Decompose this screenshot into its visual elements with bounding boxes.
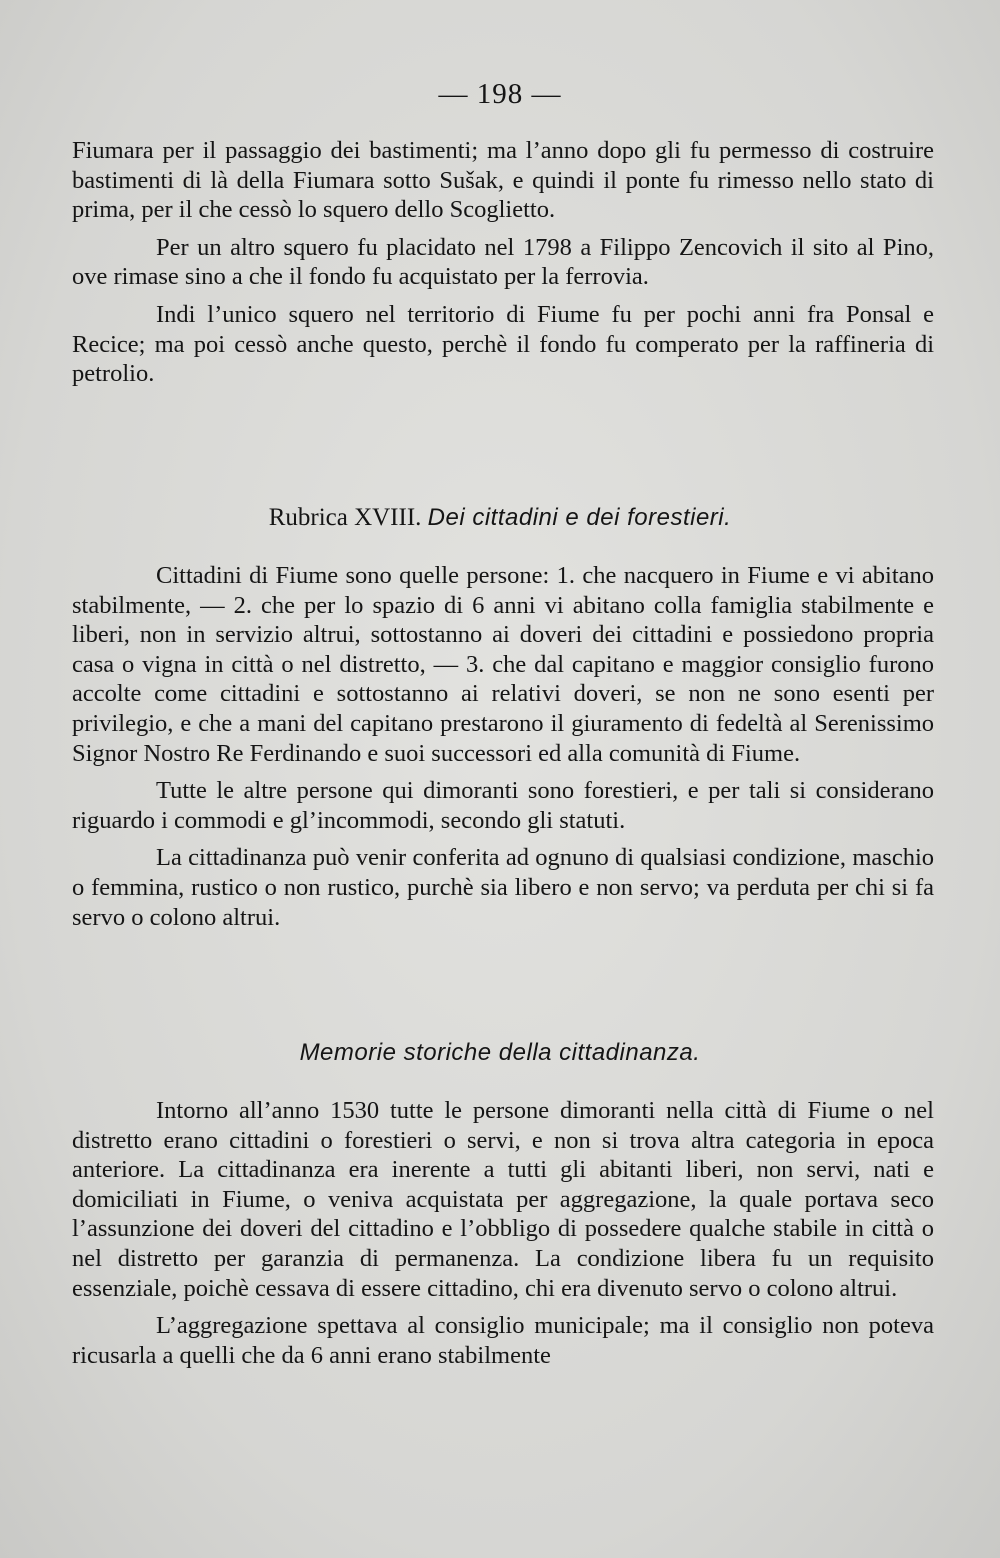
rubrica-label: Rubrica XVIII. [268,504,422,531]
paragraph: Indi l’unico squero nel territorio di Fiume fu per pochi anni fra Ponsal e Recice; ma poi cessò anche questo, perchè il fondo fu comperato per la raffineria di petrolio. [72,300,934,388]
rubrica-title: Dei cittadini e dei forestieri. [427,504,732,531]
paragraph: L’aggregazione spettava al consiglio municipale; ma il consiglio non poteva ricusarla a quelli che da 6 anni erano stabilmente [72,1312,934,1369]
text-block-memorie [72,1096,934,1378]
text-block-intro [72,136,934,397]
section-heading-memorie [0,1039,1000,1067]
paragraph: Fiumara per il passaggio dei bastimenti; ma l’anno dopo gli fu permesso di costruire bastimenti di là della Fiumara sotto Sušak, e quindi il ponte fu rimesso nello stato di prima, per il che cessò lo squero dello Scoglietto. [72,137,934,224]
text-block-cittadini [72,561,934,940]
paragraph: Tutte le altre persone qui dimoranti sono forestieri, e per tali si considerano riguardo i commodi e gl’incommodi, secondo gli statuti. [72,777,934,834]
paragraph: Cittadini di Fiume sono quelle persone: 1. che nacquero in Fiume e vi abitano stabilmente, — 2. che per lo spazio di 6 anni vi abitano colla famiglia stabilmente e liberi, non in servizio altrui, sottostanno ai doveri dei cittadini e possiedono propria casa o vigna in città o nel distretto, — 3. che dal capitano e maggior consiglio furono accolte come cittadini e sottostanno ai relativi doveri, se non ne sono esenti per privilegio, e che a mani del capitano prestarono il giuramento di fedeltà al Serenissimo Signor Nostro Re Ferdinando e suoi successori ed alla comunità di Fiume. [72,562,934,767]
memorie-title: Memorie storiche della cittadinanza. [299,1039,701,1066]
paragraph: La cittadinanza può venir conferita ad ognuno di qualsiasi condizione, maschio o femmina, rustico o non rustico, purchè sia libero e non servo; va perduta per chi si fa servo o colono altrui. [72,844,934,931]
paragraph: Intorno all’anno 1530 tutte le persone dimoranti nella città di Fiume o nel distretto erano cittadini o forestieri o servi, e non si trova altra categoria in epoca anteriore. La cittadinanza era inerente a tutti gli abitanti liberi, non servi, nati e domiciliati in Fiume, o veniva acquistata per aggregazione, la quale portava seco l’assunzione dei doveri del cittadino e l’obbligo di possedere qualche stabile in città o nel distretto per garanzia di permanenza. La condizione libera fu un requisito essenziale, poichè cessava di essere cittadino, chi era divenuto servo o colono altrui. [72,1097,934,1302]
section-heading-rubrica [0,504,1000,532]
paragraph: Per un altro squero fu placidato nel 1798 a Filippo Zencovich il sito al Pino, ove rimase sino a che il fondo fu acquistato per la ferrovia. [72,233,934,291]
page-number: — 198 — [438,78,562,110]
